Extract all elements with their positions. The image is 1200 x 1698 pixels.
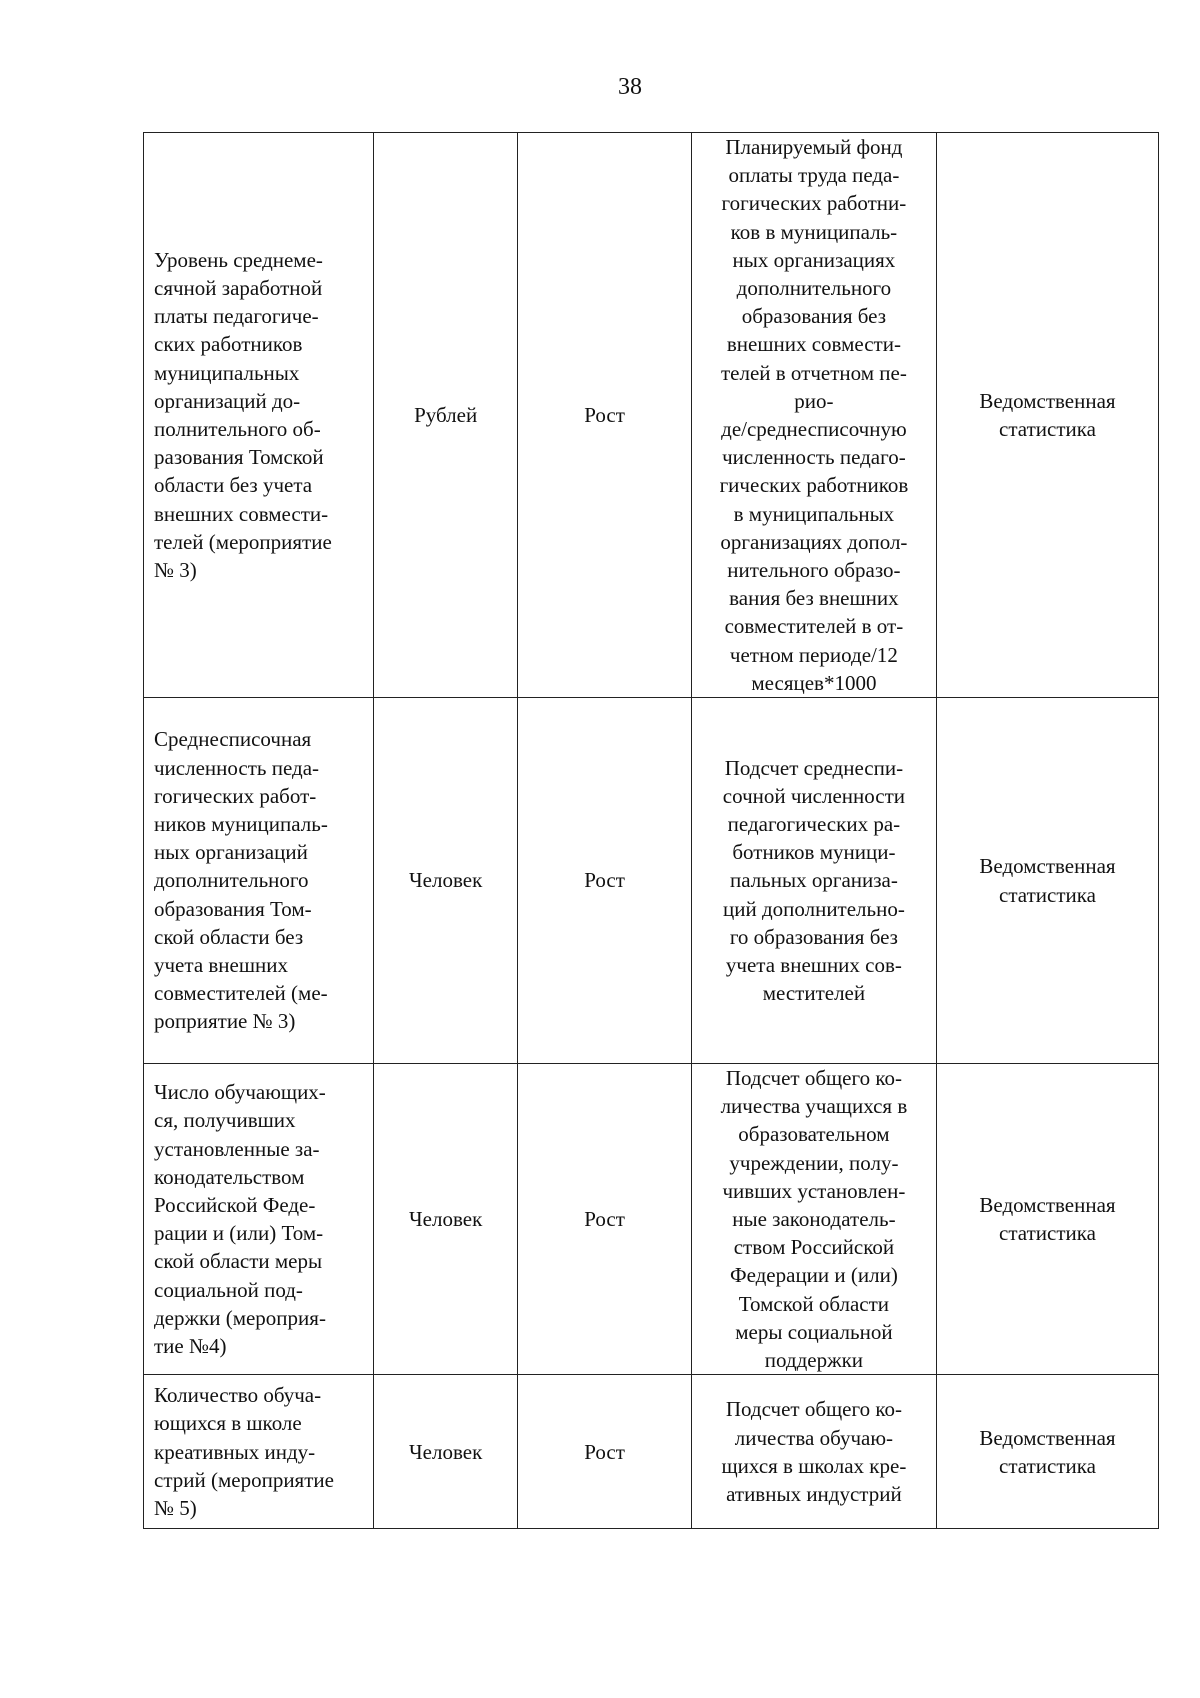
indicator-name-cell [144,1064,374,1375]
page-number: 38 [618,74,642,100]
trend-cell [518,1064,692,1375]
indicator-name-cell [144,698,374,1064]
trend: Рост [584,1207,625,1232]
source: Ведомственная статистика [979,1192,1116,1246]
calculation: Подсчет общего ко- личества учащихся в образовательном учреждении, полу- чивших установлен- ные законодатель- ством Российской Федерации и (или) Томской области меры социальной поддержки [720,1066,908,1373]
source: Ведомственная статистика [979,388,1116,442]
trend: Рост [584,868,625,893]
calculation-cell [691,698,936,1064]
indicators-table [143,132,1159,1529]
calculation-cell [691,1375,936,1529]
source-cell [937,1375,1159,1529]
trend-cell [518,698,692,1064]
calculation-cell [691,1064,936,1375]
unit: Человек [409,1207,483,1232]
table-row [144,698,1159,1064]
calculation: Планируемый фонд оплаты труда педа- гогических работни- ков в муниципаль- ных организациях дополнительного образования без внешних совмести- телей в отчетном пе- рио- де/среднесписочную численность педаго- гических работников в муниципальных организациях допол- нительного образо- вания без внешних совместителей в от- четном периоде/12 месяцев*1000 [719,135,909,695]
trend-cell [518,133,692,698]
table-row [144,1064,1159,1375]
unit: Человек [409,1439,483,1464]
indicator-name: Число обучающих- ся, получивших установленные за- конодательством Российской Феде- рации и (или) Том- ской области меры социальной под- держки (мероприя- тие №4) [154,1080,326,1358]
source-cell [937,698,1159,1064]
calculation-cell [691,133,936,698]
unit: Человек [409,868,483,893]
indicator-name: Среднесписочная численность педа- гогических работ- ников муниципаль- ных организаций дополнительного образования Том- ской области без учета внешних совместителей (ме- роприятие № 3) [154,727,328,1034]
unit-cell [374,1064,518,1375]
source-cell [937,133,1159,698]
trend: Рост [584,402,625,427]
indicator-name-cell [144,1375,374,1529]
source: Ведомственная статистика [979,854,1116,907]
unit-cell [374,1375,518,1529]
calculation: Подсчет общего ко- личества обучаю- щихся в школах кре- ативных индустрий [721,1397,907,1506]
unit-cell [374,133,518,698]
trend-cell [518,1375,692,1529]
table-row [144,1375,1159,1529]
indicator-name: Количество обуча- ющихся в школе креативных инду- стрий (мероприятие № 5) [154,1383,334,1521]
indicator-name: Уровень среднеме- сячной заработной платы педагогиче- ских работников муниципальных организаций до- полнительного об- разования Томской области без учета внешних совмести- телей (мероприятие № 3) [154,247,332,583]
unit-cell [374,698,518,1064]
source: Ведомственная статистика [979,1425,1116,1478]
source-cell [937,1064,1159,1375]
indicator-name-cell [144,133,374,698]
trend: Рост [584,1439,625,1464]
table-row [144,133,1159,698]
unit: Рублей [414,402,478,427]
calculation: Подсчет среднеспи- сочной численности педагогических ра- ботников муници- пальных организа- ций дополнительно- го образования без учета внешних сов- местителей [722,755,906,1006]
